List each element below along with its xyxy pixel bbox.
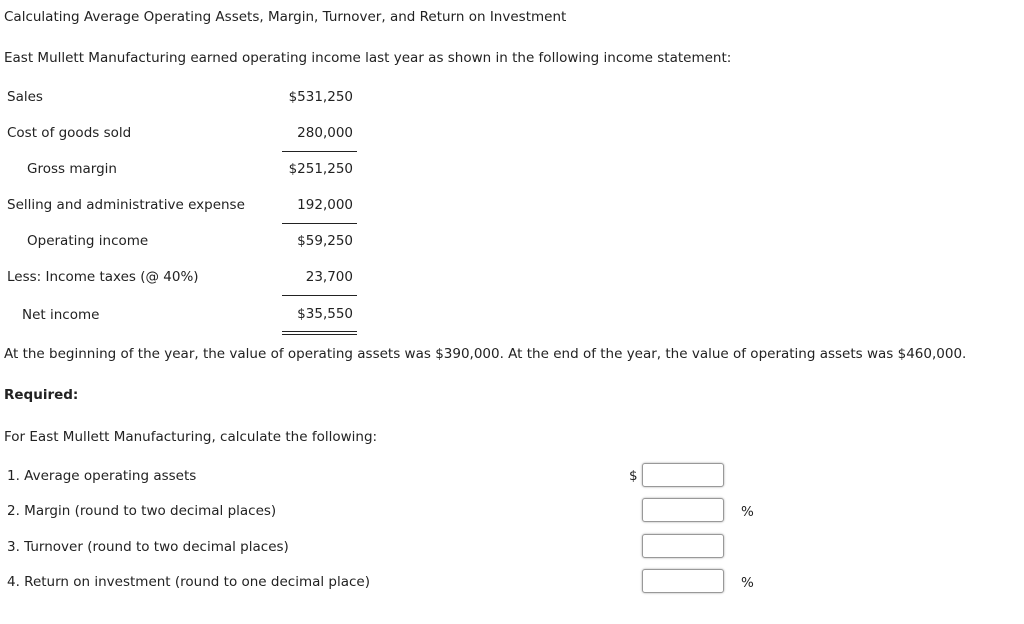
dollar-prefix: $: [629, 468, 638, 484]
double-underline: [282, 331, 357, 335]
row-label: Selling and administrative expense: [7, 197, 245, 213]
row-value: 23,700: [305, 269, 353, 285]
row-value: 192,000: [297, 197, 353, 213]
page-title: Calculating Average Operating Assets, Margin, Turnover, and Return on Investment: [4, 9, 567, 25]
row-label: Cost of goods sold: [7, 125, 132, 141]
row-value: $59,250: [297, 233, 353, 249]
row-value: $251,250: [288, 161, 353, 177]
percent-suffix: %: [741, 575, 754, 591]
question-label: 4. Return on investment (round to one decimal place): [7, 574, 371, 590]
percent-suffix: %: [741, 504, 754, 520]
intro-text: East Mullett Manufacturing earned operating income last year as shown in the following income statement:: [4, 50, 732, 66]
turnover-input[interactable]: [642, 534, 724, 558]
row-value: $35,550: [297, 306, 353, 322]
row-label: Less: Income taxes (@ 40%): [7, 269, 199, 285]
underline: [282, 223, 357, 224]
underline: [282, 295, 357, 296]
row-label: Gross margin: [27, 161, 117, 177]
roi-input[interactable]: [642, 569, 724, 593]
row-value: 280,000: [297, 125, 353, 141]
margin-input[interactable]: [642, 498, 724, 522]
row-label: Net income: [22, 307, 100, 323]
question-label: 2. Margin (round to two decimal places): [7, 503, 277, 519]
row-value: $531,250: [288, 89, 353, 105]
row-label: Operating income: [27, 233, 149, 249]
row-label: Sales: [7, 89, 43, 105]
question-label: 3. Turnover (round to two decimal places): [7, 539, 289, 555]
question-label: 1. Average operating assets: [7, 468, 197, 484]
average-operating-assets-input[interactable]: [642, 463, 724, 487]
required-heading: Required:: [4, 387, 79, 403]
underline: [282, 151, 357, 152]
instruction-text: For East Mullett Manufacturing, calculate the following:: [4, 429, 378, 445]
assets-text: At the beginning of the year, the value of operating assets was $390,000. At the end of the year, the value of operating assets was $460,000.: [4, 346, 967, 362]
